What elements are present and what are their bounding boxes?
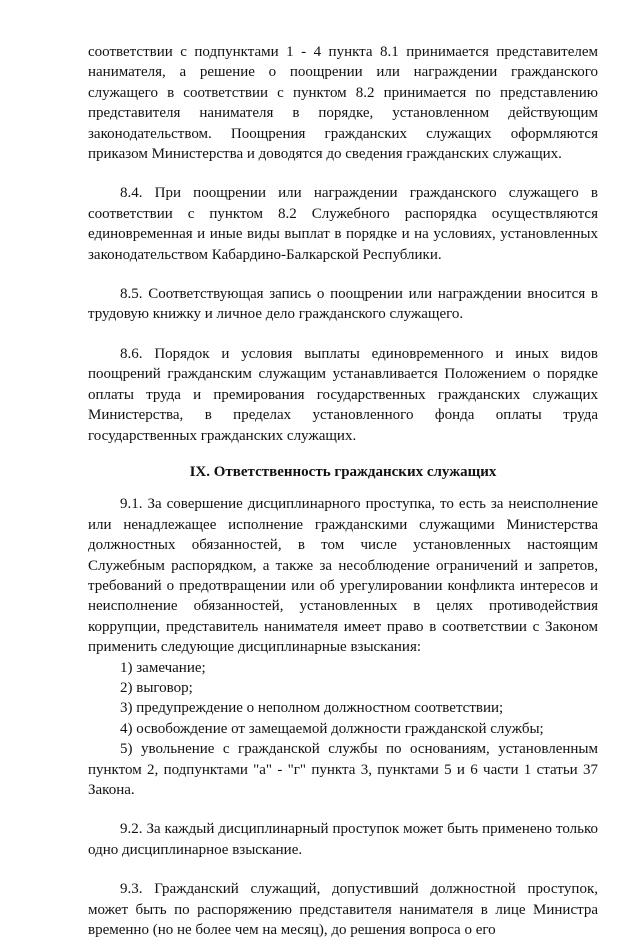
list-item: 3) предупреждение о неполном должностном соответствии; <box>120 700 504 717</box>
list-item: 5) увольнение с гражданской службы по основаниям, установленным пунктом 2, подпунктами "а" - "г" пункта 3, пунктами 5 и 6 части 1 статьи 37 Закона. <box>88 741 598 798</box>
document-page <box>88 42 598 940</box>
list-item: 4) освобождение от замещаемой должности гражданской службы; <box>120 720 544 737</box>
paragraph-8-4: 8.4. При поощрении или награждении гражданского служащего в соответствии с пунктом 8.2 Служебного распорядка осуществляются единовременная и иные виды выплат в порядке и на условиях, установленных законодательством Кабардино-Балкарской Республики. <box>88 185 598 263</box>
paragraph-8-5: 8.5. Соответствующая запись о поощрении или награждении вносится в трудовую книжку и личное дело гражданского служащего. <box>88 286 598 323</box>
paragraph-9-2: 9.2. За каждый дисциплинарный проступок может быть применено только одно дисциплинарное взыскание. <box>88 821 598 858</box>
paragraph-8-6: 8.6. Порядок и условия выплаты единовременного и иных видов поощрений гражданским служащим устанавливается Положением о порядке оплаты труда и премирования государственных гражданских служащих Министерства, в пределах установленного фонда оплаты труда государственных гражданских служащих. <box>88 345 598 444</box>
paragraph-9-3: 9.3. Гражданский служащий, допустивший должностной проступок, может быть по распоряжению представителя нанимателя в лице Министра временно (но не более чем на месяц), до решения вопроса о его <box>88 881 598 939</box>
penalty-list <box>88 658 598 801</box>
paragraph-9-1: 9.1. За совершение дисциплинарного проступка, то есть за неисполнение или ненадлежащее исполнение гражданскими служащими Министерства должностных обязанностей, в том числе установленных настоящим Служебным распорядком, а также за несоблюдение ограничений и запретов, требований о предотвращении или об урегулировании конфликта интересов и неисполнение обязанностей, установленных в целях противодействия коррупции, представитель нанимателя имеет право в соответствии с Законом применить следующие дисциплинарные взыскания: <box>88 496 598 656</box>
list-item: 2) выговор; <box>120 679 193 696</box>
list-item: 1) замечание; <box>120 659 206 676</box>
section-heading-ix: IX. Ответственность гражданских служащих <box>189 463 497 480</box>
paragraph-continuation: соответствии с подпунктами 1 - 4 пункта 8.1 принимается представителем нанимателя, а решение о поощрении или награждении гражданского служащего в соответствии с пунктом 8.2 принимается по представлению представителя нанимателя в порядке, установленном действующим законодательством. Поощрения гражданских служащих оформляются приказом Министерства и доводятся до сведения гражданских служащих. <box>88 44 598 163</box>
